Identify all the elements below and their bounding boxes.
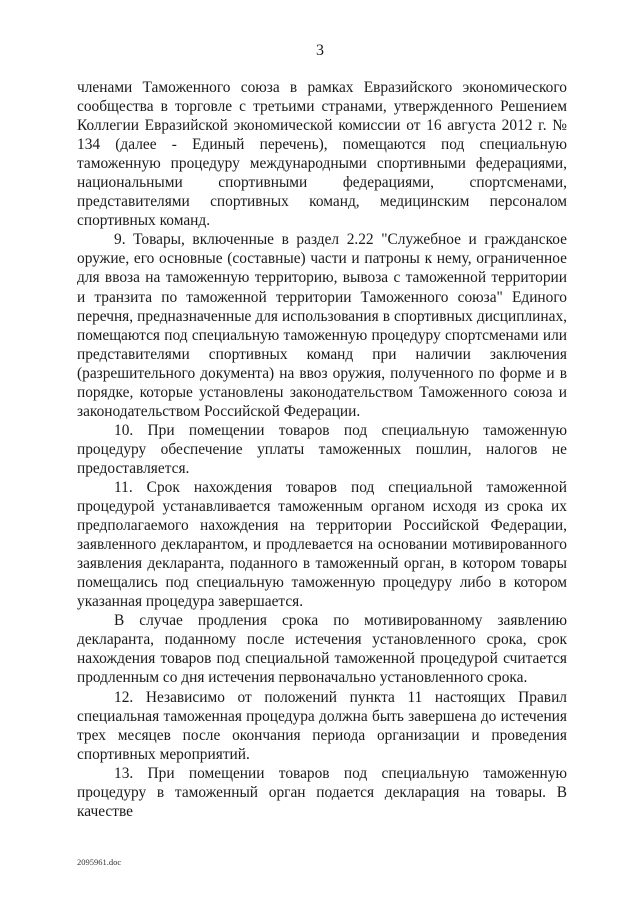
paragraph-item-9: 9. Товары, включенные в раздел 2.22 "Служебное и гражданское оружие, его основные (составные) части и патроны к нему, ограниченное для ввоза на таможенную территорию, вывоза с таможенной территории и транзита по таможенной территории Таможенного союза" Единого перечня, предназначенные для использования в спортивных дисциплинах, помещаются под специальную таможенную процедуру спортсменами или представителями спортивных команд при наличии заключения (разрешительного документа) на ввоз оружия, полученного по форме и в порядке, которые установлены законодательством Таможенного союза и законодательством Российской Федерации. bbox=[77, 231, 567, 420]
page-number: 3 bbox=[316, 42, 324, 59]
paragraph-item-13: 13. При помещении товаров под специальную таможенную процедуру в таможенный орган подается декларация на товары. В качестве bbox=[77, 764, 567, 820]
document-body bbox=[77, 78, 567, 821]
paragraph-extension-note: В случае продления срока по мотивированному заявлению декларанта, поданному после истечения установленного срока, срок нахождения товаров под специальной таможенной процедурой считается продленным со дня истечения первоначально установленного срока. bbox=[77, 612, 567, 687]
paragraph-item-11: 11. Срок нахождения товаров под специальной таможенной процедурой устанавливается таможенным органом исходя из срока их предполагаемого нахождения на территории Российской Федерации, заявленного декларантом, и продлевается на основании мотивированного заявления декларанта, поданного в таможенный орган, в котором товары помещались под специальную таможенную процедуру либо в котором указанная процедура завершается. bbox=[77, 478, 567, 611]
paragraph-item-12: 12. Независимо от положений пункта 11 настоящих Правил специальная таможенная процедура должна быть завершена до истечения трех месяцев после окончания периода организации и проведения спортивных мероприятий. bbox=[77, 688, 567, 763]
paragraph-continuation: членами Таможенного союза в рамках Евразийского экономического сообщества в торговле с третьими странами, утвержденного Решением Коллегии Евразийской экономической комиссии от 16 августа 2012 г. № 134 (далее - Единый перечень), помещаются под специальную таможенную процедуру международными спортивными федерациями, национальными спортивными федерациями, спортсменами, представителями спортивных команд, медицинским персоналом спортивных команд. bbox=[77, 79, 567, 230]
footer-filename: 2095961.doc bbox=[77, 857, 122, 867]
paragraph-item-10: 10. При помещении товаров под специальную таможенную процедуру обеспечение уплаты таможенных пошлин, налогов не предоставляется. bbox=[77, 421, 567, 477]
